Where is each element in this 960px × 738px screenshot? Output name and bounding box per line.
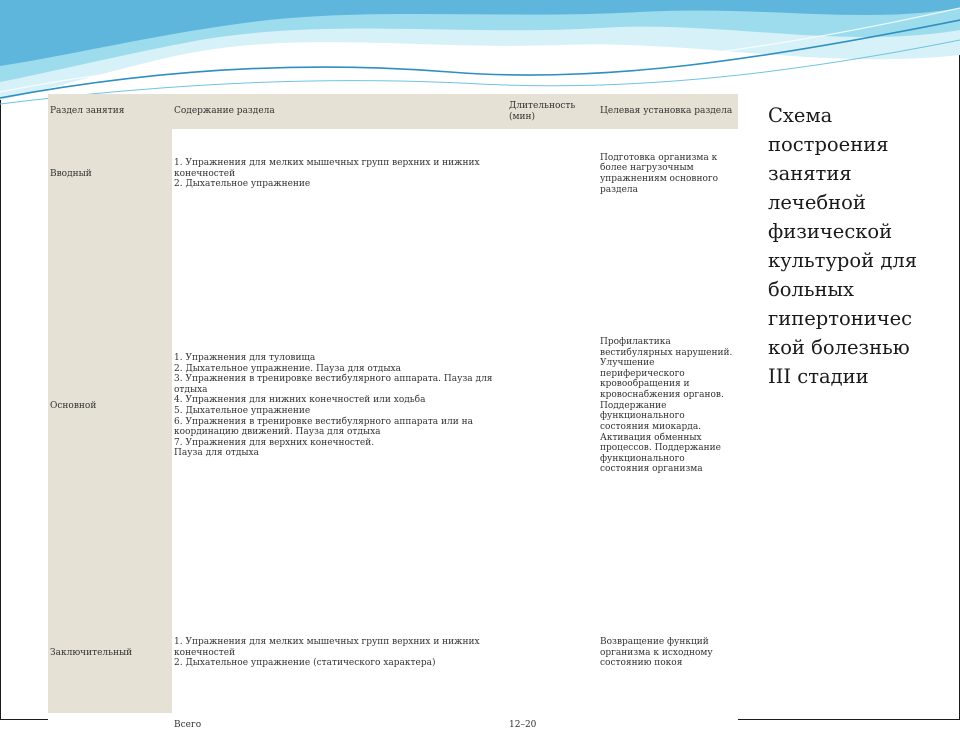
- row-content-final: [172, 593, 507, 713]
- content-line: 1. Упражнения для туловища: [174, 352, 316, 363]
- title-line: лечебной: [768, 191, 866, 214]
- title-line: занятия: [768, 162, 852, 185]
- title-line: III стадии: [768, 365, 869, 388]
- content-line: 6. Упражнения в тренировке вестибулярного аппарата или на координацию движений. Пауза для отдыха: [174, 416, 473, 438]
- lesson-schema-table: [48, 94, 738, 738]
- content-line: 7. Упражнения для верхних конечностей.: [174, 437, 375, 448]
- row-goal-final: Возвращение функций организма к исходному состоянию покоя: [598, 593, 738, 713]
- content-line: 2. Дыхательное упражнение (статического характера): [174, 658, 436, 669]
- title-line: больных: [768, 278, 854, 301]
- total-empty-cell: [48, 713, 172, 738]
- content-line: 3. Упражнения в тренировке вестибулярного аппарата. Пауза для отдыха: [174, 374, 493, 395]
- row-goal-main: Профилактика вестибулярных нарушений. Улучшение периферического кровообращения и кровоснабжения органов. Поддержание функционального состояния миокарда. Активация обменных процессов. Поддержание функционального состояния организма: [598, 219, 738, 593]
- table-row: [48, 129, 738, 219]
- table-row: [48, 593, 738, 713]
- header-duration: Длительность (мин): [507, 94, 598, 129]
- total-duration: 12–20: [507, 713, 598, 738]
- content-line: Пауза для отдыха: [174, 448, 259, 459]
- title-line: кой болезнью: [768, 336, 910, 359]
- slide-title: [768, 101, 948, 391]
- content-line: 2. Дыхательное упражнение. Пауза для отдыха: [174, 363, 401, 374]
- header-goal: Целевая установка раздела: [598, 94, 738, 129]
- row-section-main: Основной: [48, 219, 172, 593]
- row-content-main: [172, 219, 507, 593]
- title-line: построения: [768, 133, 889, 156]
- row-section-final: Заключительный: [48, 593, 172, 713]
- row-section-intro: Вводный: [48, 129, 172, 219]
- header-section: Раздел занятия: [48, 94, 172, 129]
- content-line: 4. Упражнения для нижних конечностей или ходьба: [174, 395, 426, 406]
- row-duration-final: [507, 593, 598, 713]
- table-row: [48, 219, 738, 593]
- content-line: 2. Дыхательное упражнение: [174, 179, 311, 190]
- content-line: 1. Упражнения для мелких мышечных групп верхних и нижних конечностей: [174, 637, 480, 658]
- content-line: 5. Дыхательное упражнение: [174, 406, 311, 416]
- row-duration-main: [507, 219, 598, 593]
- row-goal-intro: Подготовка организма к более нагрузочным упражнениям основного раздела: [598, 129, 738, 219]
- title-line: культурой для: [768, 249, 918, 272]
- title-line: гипертоничес: [768, 307, 913, 330]
- table-header-row: [48, 94, 738, 129]
- total-label: Всего: [172, 713, 507, 738]
- row-content-intro: [172, 129, 507, 219]
- content-line: 1. Упражнения для мелких мышечных групп верхних и нижних конечностей: [174, 158, 480, 179]
- title-line: физической: [768, 220, 893, 243]
- table-total-row: [48, 713, 738, 738]
- total-goal-empty: [598, 713, 738, 738]
- header-content: Содержание раздела: [172, 94, 507, 129]
- title-line: Схема: [768, 104, 833, 127]
- row-duration-intro: [507, 129, 598, 219]
